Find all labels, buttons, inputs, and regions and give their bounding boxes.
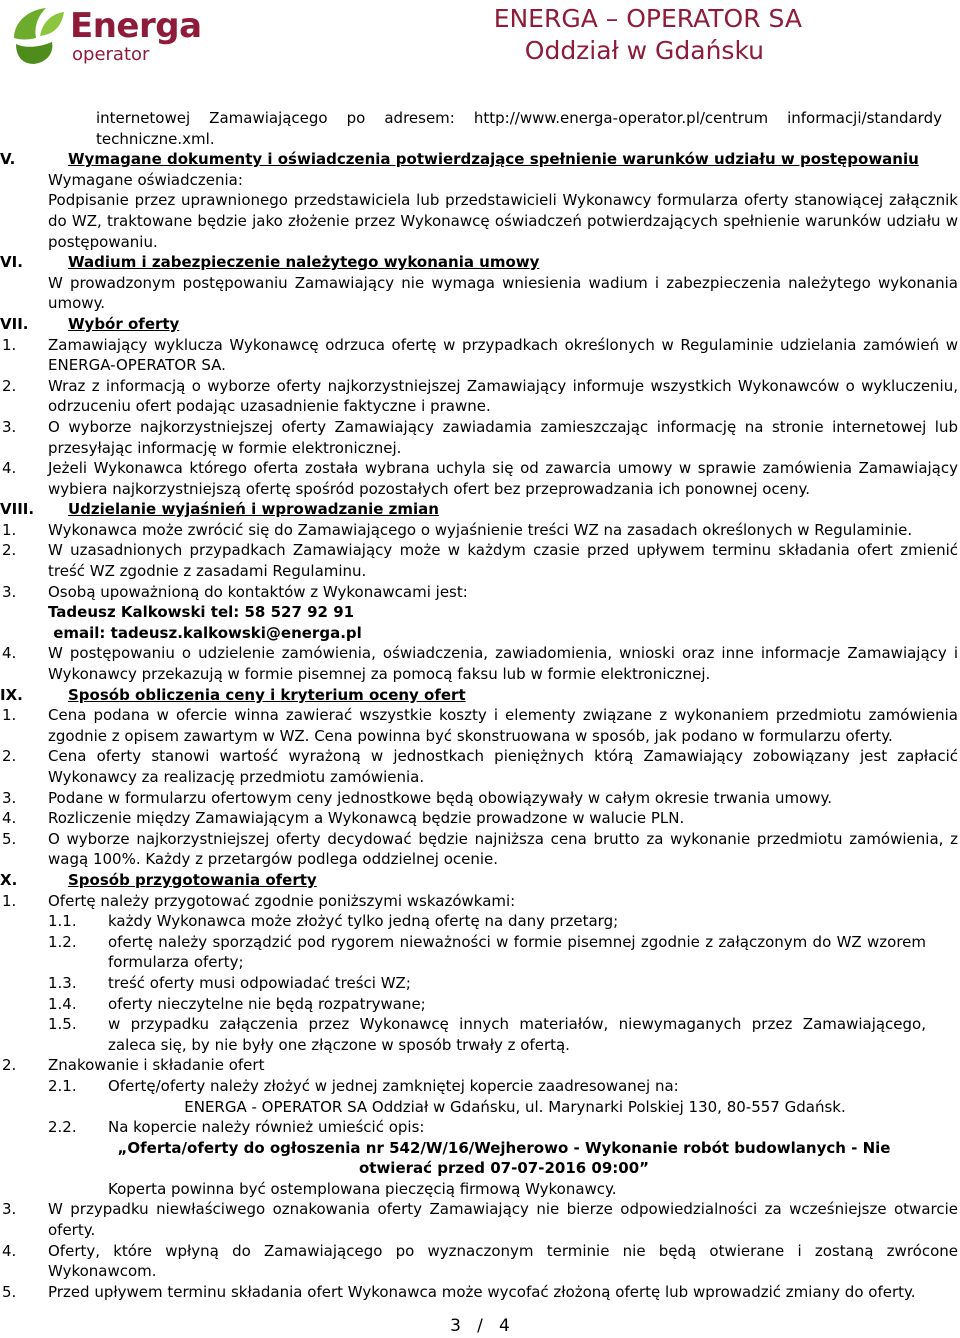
item-number: 4.	[2, 1241, 17, 1260]
leaf-icon	[14, 8, 64, 64]
envelope-label-line-1	[0, 1138, 960, 1159]
section-title: Sposób obliczenia ceny i kryterium oceny ofert	[68, 685, 466, 704]
list-item	[0, 1282, 960, 1303]
item-number: 2.	[2, 376, 17, 395]
sub-item-text: Na kopercie należy również umieścić opis:	[108, 1118, 425, 1137]
intro-paragraph	[0, 108, 960, 149]
list-item	[0, 746, 960, 787]
section-number: VI.	[0, 253, 23, 272]
list-item	[0, 1241, 960, 1282]
item-number: 3.	[2, 1200, 17, 1219]
item-number: 2.	[2, 747, 17, 766]
sub-item-number: 2.2.	[48, 1118, 77, 1137]
logo-subtitle: operator	[72, 44, 150, 65]
section-title: Wymagane dokumenty i oświadczenia potwierdzające spełnienie warunków udziału w postępowaniu	[68, 150, 919, 169]
list-item	[0, 1199, 960, 1240]
sub-list-item	[0, 994, 960, 1015]
item-number: 5.	[2, 1282, 17, 1301]
item-number: 3.	[2, 417, 17, 436]
sub-item-text: każdy Wykonawca może złożyć tylko jedną ofertę na dany przetarg;	[108, 912, 619, 931]
list-item	[0, 891, 960, 912]
item-text: Znakowanie i składanie ofert	[48, 1056, 265, 1075]
paragraph: Podpisanie przez uprawnionego przedstawiciela lub przedstawicieli Wykonawcy formularza oferty stanowiącej załącznik do WZ, traktowane będzie jako złożenie przez Wykonawcę oświadczeń potwierdzających spełnienie warunków udziału w postępowaniu.	[48, 191, 958, 251]
address-line	[0, 1097, 960, 1118]
item-text: Jeżeli Wykonawca którego oferta została wybrana uchyla się od zawarcia umowy w sprawie zamówienia Zamawiający wybiera najkorzystniejszą ofertę spośród pozostałych ofert bez przeprowadzania ich ponownej oceny.	[48, 459, 958, 498]
item-text: Cena podana w ofercie winna zawierać wszystkie koszty i elementy związane z wykonaniem przedmiotu zamówienia zgodnie z opisem zawartym w WZ. Cena powinna być skonstruowana w sposób, jak podano w formularzu oferty.	[48, 706, 958, 745]
sub-item-text: treść oferty musi odpowiadać treści WZ;	[108, 973, 411, 992]
sub-list-item	[0, 973, 960, 994]
item-number: 5.	[2, 829, 17, 848]
section-number: IX.	[0, 685, 23, 704]
sub-list-item	[0, 911, 960, 932]
item-text: Przed upływem terminu składania ofert Wykonawca może wycofać złożoną ofertę lub wprowadzić zmiany do oferty.	[48, 1282, 916, 1301]
item-number: 2.	[2, 1056, 17, 1075]
page-number	[0, 1316, 960, 1336]
section-viii-heading	[0, 499, 960, 520]
section-title: Udzielanie wyjaśnień i wprowadzanie zmian	[68, 500, 439, 519]
envelope-label-line-2	[0, 1158, 960, 1179]
contact-email	[0, 623, 960, 644]
item-text: O wyborze najkorzystniejszej oferty decydować będzie najniższa cena brutto za wykonanie przedmiotu zamówienia, z wagą 100%. Każdy z przetargów podlega oddzielnej ocenie.	[48, 829, 958, 869]
section-vi-text	[0, 273, 960, 314]
sub-item-number: 1.3.	[48, 973, 77, 992]
item-number: 4.	[2, 459, 17, 478]
list-item	[0, 335, 960, 376]
section-v-heading	[0, 149, 960, 170]
item-text: Wraz z informacją o wyborze oferty najkorzystniejszej Zamawiający informuje wszystkich Wykonawców o wykluczeniu, odrzuceniu ofert podając uzasadnienie faktyczne i prawne.	[48, 376, 958, 416]
section-v-text	[0, 190, 960, 252]
section-number: VII.	[0, 314, 29, 333]
list-item	[0, 643, 960, 684]
stamp-note-text: Koperta powinna być ostemplowana pieczęcią firmową Wykonawcy.	[108, 1179, 617, 1198]
branch-subtitle: Oddział w Gdańsku	[524, 36, 764, 65]
section-v-sub	[0, 170, 960, 191]
page-header	[0, 0, 960, 104]
list-item	[0, 376, 960, 417]
sub-item-text: Ofertę/oferty należy złożyć w jednej zamkniętej kopercie zaadresowanej na:	[108, 1076, 679, 1095]
item-text: Rozliczenie między Zamawiającym a Wykonawcą będzie prowadzone w walucie PLN.	[48, 809, 685, 828]
item-text: Podane w formularzu ofertowym ceny jednostkowe będą obowiązywały w całym okresie trwania umowy.	[48, 788, 833, 807]
list-item	[0, 808, 960, 829]
list-item	[0, 417, 960, 458]
item-text: Cena oferty stanowi wartość wyrażoną w jednostkach pieniężnych którą Zamawiający zobowiązany jest zapłacić Wykonawcy za realizację przedmiotu zamówienia.	[48, 747, 958, 786]
sub-item-number: 1.4.	[48, 994, 77, 1013]
item-text: Osobą upoważnioną do kontaktów z Wykonawcami jest:	[48, 582, 468, 601]
section-x-heading	[0, 870, 960, 891]
item-text: Wykonawca może zwrócić się do Zamawiającego o wyjaśnienie treści WZ na zasadach określonych w Regulaminie.	[48, 520, 913, 539]
section-number: X.	[0, 870, 18, 889]
page-number-text: 3 / 4	[450, 1316, 510, 1336]
sub-item-text: w przypadku załączenia przez Wykonawcę innych materiałów, niewymaganych przez Zamawiającego, zaleca się, by nie były one złączone w sposób trwały z ofertą.	[108, 1015, 926, 1054]
subheading: Wymagane oświadczenia:	[48, 170, 243, 189]
section-ix-heading	[0, 685, 960, 706]
item-text: O wyborze najkorzystniejszej oferty Zamawiający zawiadamia zamieszczając informację na stronie internetowej lub przesyłając informację w formie elektronicznej.	[48, 417, 958, 457]
item-text: W postępowaniu o udzielenie zamówienia, oświadczenia, zawiadomienia, wnioski oraz inne informacje Zamawiający i Wykonawcy przekazują w formie pisemnej za pomocą faksu lub w formie elektronicznej.	[48, 644, 958, 684]
item-number: 3.	[2, 582, 17, 601]
item-text: Oferty, które wpłyną do Zamawiającego po wyznaczonym terminie nie będą otwierane i zostaną zwrócone Wykonawcom.	[48, 1241, 958, 1281]
section-title: Wadium i zabezpieczenie należytego wykonania umowy	[68, 253, 540, 272]
item-number: 1.	[2, 335, 17, 354]
sub-item-text: oferty nieczytelne nie będą rozpatrywane;	[108, 994, 426, 1013]
section-number: V.	[0, 150, 16, 169]
item-text: Ofertę należy przygotować zgodnie poniższymi wskazówkami:	[48, 891, 516, 910]
sub-item-number: 1.2.	[48, 932, 77, 951]
paragraph: W prowadzonym postępowaniu Zamawiający nie wymaga wniesienia wadium i zabezpieczenia należytego wykonania umowy.	[48, 273, 958, 313]
item-number: 1.	[2, 706, 17, 725]
list-item	[0, 520, 960, 541]
contact-email-text: email: tadeusz.kalkowski@energa.pl	[48, 623, 362, 642]
section-vii-heading	[0, 314, 960, 335]
section-title: Sposób przygotowania oferty	[68, 870, 317, 889]
item-number: 1.	[2, 520, 17, 539]
item-text: Zamawiający wyklucza Wykonawcę odrzuca ofertę w przypadkach określonych w Regulaminie udzielania zamówień w ENERGA-OPERATOR SA.	[48, 335, 958, 375]
contact-name-text: Tadeusz Kalkowski tel: 58 527 92 91	[48, 603, 355, 622]
stamp-note	[0, 1179, 960, 1200]
contact-name	[0, 602, 960, 623]
list-item	[0, 788, 960, 809]
section-title: Wybór oferty	[68, 314, 180, 333]
list-item	[0, 829, 960, 870]
envelope-label-text: otwierać przed 07-07-2016 09:00”	[358, 1159, 650, 1178]
envelope-label-text: „Oferta/oferty do ogłoszenia nr 542/W/16/Wejherowo - Wykonanie robót budowlanych - Nie	[117, 1138, 891, 1157]
address-text: ENERGA - OPERATOR SA Oddział w Gdańsku, ul. Marynarki Polskiej 130, 80-557 Gdańsk.	[184, 1097, 846, 1116]
sub-item-text: ofertę należy sporządzić pod rygorem nieważności w formie pisemnej zgodnie z załączonym do WZ wzorem formularza oferty;	[108, 932, 926, 972]
item-number: 1.	[2, 891, 17, 910]
section-number: VIII.	[0, 500, 35, 519]
item-number: 2.	[2, 541, 17, 560]
list-item	[0, 582, 960, 603]
list-item	[0, 705, 960, 746]
sub-item-number: 2.1.	[48, 1076, 77, 1095]
item-text: W uzasadnionych przypadkach Zamawiający może w każdym czasie przed upływem terminu składania ofert zmienić treść WZ zgodnie z zasadami Regulaminu.	[48, 541, 958, 581]
sub-list-item	[0, 1117, 960, 1138]
intro-text: internetowej Zamawiającego po adresem: http://www.energa-operator.pl/centrum informacji/standardy techniczne.xml.	[96, 109, 942, 148]
logo-wordmark: Energa	[70, 6, 202, 46]
section-vi-heading	[0, 252, 960, 273]
item-number: 4.	[2, 809, 17, 828]
list-item	[0, 1055, 960, 1076]
list-item	[0, 540, 960, 581]
sub-list-item	[0, 1076, 960, 1097]
item-number: 4.	[2, 644, 17, 663]
company-title: ENERGA – OPERATOR SA	[493, 4, 802, 33]
sub-item-number: 1.5.	[48, 1015, 77, 1034]
sub-list-item	[0, 932, 960, 973]
sub-item-number: 1.1.	[48, 912, 77, 931]
sub-list-item	[0, 1014, 960, 1055]
document-body	[0, 108, 960, 1302]
item-text: W przypadku niewłaściwego oznakowania oferty Zamawiający nie bierze odpowiedzialności za wcześniejsze otwarcie oferty.	[48, 1200, 958, 1240]
list-item	[0, 458, 960, 499]
item-number: 3.	[2, 788, 17, 807]
